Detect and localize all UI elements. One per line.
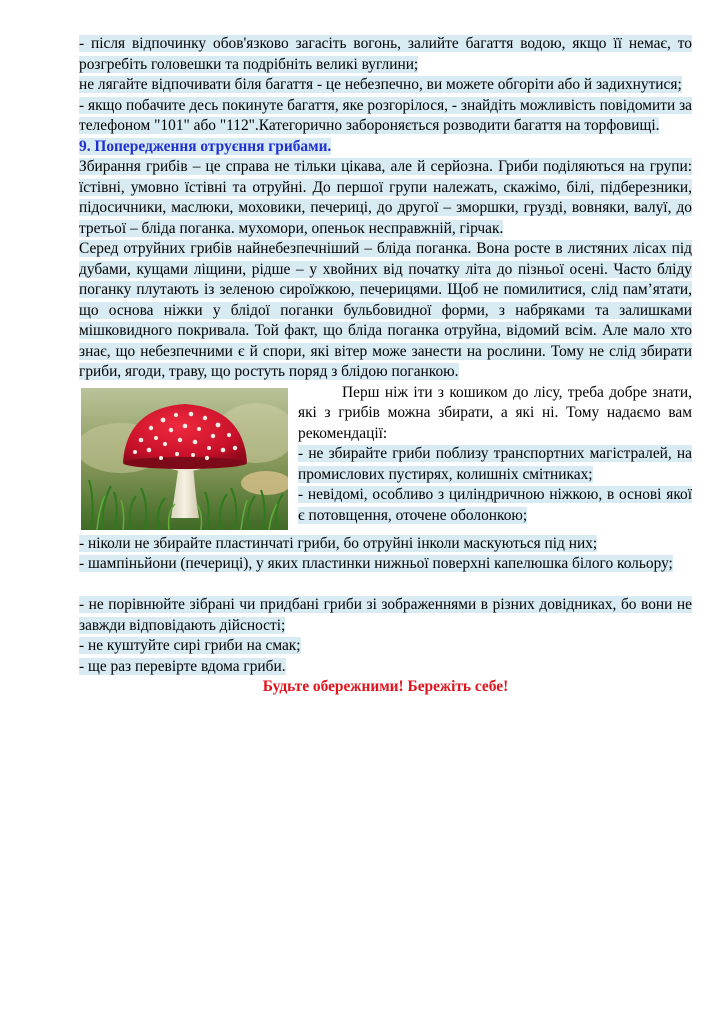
fire-item-1: - після відпочинку обов'язково загасіть вогонь, залийте багаття водою, якщо її немає, то розгребіть головешки та подрібніть великі вуглини; <box>79 35 692 73</box>
toadstool-paragraph: Серед отруйних грибів найнебезпечніший – бліда поганка. Вона росте в листяних лісах під дубами, кущами ліщини, рідше – у хвойних від початку літа до пізньої осені. Часто бліду поганку плутають із зеленою сироїжкою, печерицями. Щоб не помилитися, слід пам’ятати, що основа ніжки у блідої поганки бульбовидної форми, з набряками та залишками мішковидного покривала. Той факт, що бліда поганка отруйна, відомий всім. Але мало хто знає, що небезпечними є й спори, які вітер може занести на рослини. Тому не слід збирати гриби, ягоди, траву, що ростуть поряд з блідою поганкою. <box>79 240 692 380</box>
fire-item-3: - якщо побачите десь покинуте багаття, яке розгорілося, - знайдіть можливість повідомити за телефоном "101" або "112".Категорично забороняється розводити багаття на торфовищі. <box>79 96 692 134</box>
fire-item-2: не лягайте відпочивати біля багаття - це небезпечно, ви можете обгоріти або й задихнутися; <box>79 76 682 93</box>
recommend-item-1: - не збирайте гриби поблизу транспортних магістралей, на промислових пустирях, колишніх смітниках; <box>298 445 692 483</box>
intro-paragraph: Збирання грибів – це справа не тільки цікава, але й серйозна. Гриби поділяються на групи: їстівні, умовно їстівні та отруйні. До першої групи належать, скажімо, білі, підберезники, підосичники, маслюки, моховики, печериці, до другої – зморшки, грузді, вовняки, валуї, до третьої – бліда поганка. мухомори, опеньок несправжній, гірчак. <box>79 158 692 237</box>
section-heading: 9. Попередження отруєння грибами. <box>79 137 332 155</box>
spacer <box>79 575 692 596</box>
closing-warning: Будьте обережними! Бережіть себе! <box>262 678 509 695</box>
recommend-intro: Перш ніж іти з кошиком до лісу, треба добре знати, які з грибів можна збирати, а які ні. Тому надаємо вам рекомендації: <box>298 383 692 442</box>
final-item-2: - не куштуйте сирі гриби на смак; <box>79 637 301 654</box>
document-page <box>79 34 692 698</box>
final-item-3: - ще раз перевірте вдома гриби. <box>79 657 286 675</box>
recommend-item-2: - невідомі, особливо з циліндричною ніжкою, в основі якої є потовщення, оточене оболонкою; <box>298 486 692 524</box>
fly-agaric-mushroom-photo <box>81 388 288 530</box>
recommend-item-3: - ніколи не збирайте пластинчаті гриби, бо отруйні інколи маскуються під них; <box>79 534 598 552</box>
recommend-item-4: - шампіньйони (печериці), у яких пластинки нижньої поверхні капелюшка білого кольору; <box>79 555 673 572</box>
final-item-1: - не порівнюйте зібрані чи придбані гриби зі зображеннями в різних довідниках, бо вони не завжди відповідають дійсності; <box>79 596 692 634</box>
